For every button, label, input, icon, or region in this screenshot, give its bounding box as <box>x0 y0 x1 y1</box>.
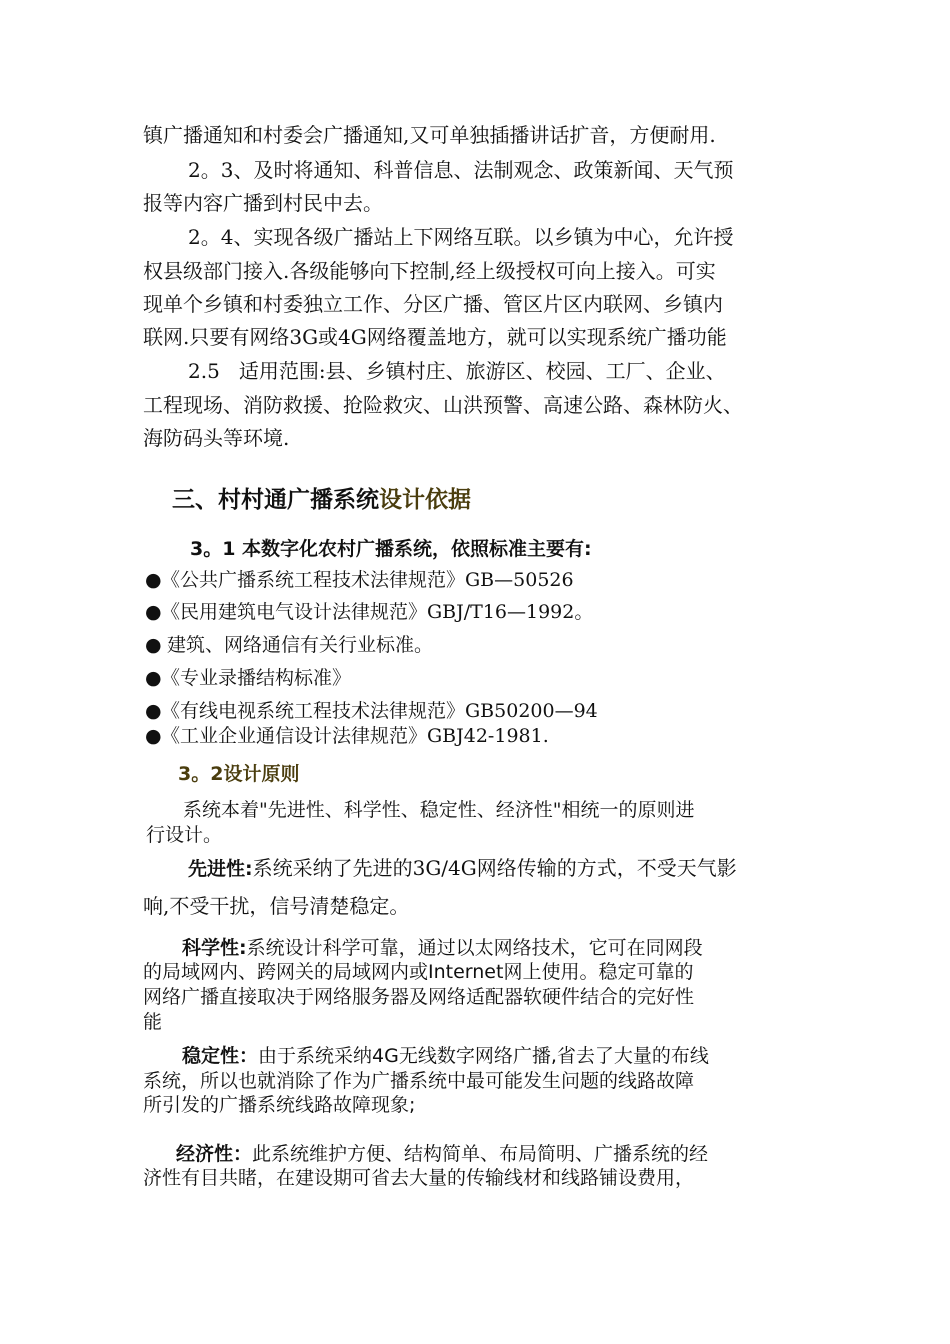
list-item-text: 《专业录播结构标准》 <box>161 667 352 689</box>
bullet-icon: ● <box>145 725 162 747</box>
list-item-text: 《民用建筑电气设计法律规范》GBJ/T16—1992。 <box>161 601 594 623</box>
principle-label: 经济性： <box>176 1143 253 1165</box>
bullet-icon: ● <box>145 667 162 689</box>
list-item-text: 《公共广播系统工程技术法律规范》GB—50526 <box>161 569 574 591</box>
list-item <box>145 664 351 692</box>
bullet-icon: ● <box>145 601 162 623</box>
principle-economy <box>176 1142 708 1166</box>
list-item <box>145 598 593 626</box>
paragraph-line: 2。4、实现各级广播站上下网络互联。以乡镇为中心，允许授 <box>188 225 734 249</box>
paragraph-line: 行设计。 <box>146 824 223 846</box>
section-heading <box>172 481 471 514</box>
principle-stability <box>182 1044 709 1068</box>
list-item <box>145 722 549 750</box>
list-item-text: 《工业企业通信设计法律规范》GBJ42-1981. <box>161 725 549 747</box>
list-item <box>145 566 574 594</box>
principle-text: 系统设计科学可靠，通过以太网络技术，它可在同网段 <box>246 937 703 959</box>
principle-text: 此系统维护方便、结构简单、布局简明、广播系统的经 <box>252 1143 709 1165</box>
principle-text: 系统采纳了先进的3G/4G网络传输的方式，不受天气影 <box>252 856 737 880</box>
principle-scientific <box>182 936 703 960</box>
paragraph-line: 联网.只要有网络3G或4G网络覆盖地方，就可以实现系统广播功能 <box>143 325 727 349</box>
paragraph-line: 海防码头等环境. <box>143 426 290 450</box>
paragraph-line: 镇广播通知和村委会广播通知,又可单独插播讲话扩音，方便耐用. <box>143 123 716 147</box>
list-item <box>145 631 433 659</box>
paragraph-line: 报等内容广播到村民中去。 <box>143 191 383 215</box>
paragraph-line: 系统，所以也就消除了作为广播系统中最可能发生问题的线路故障 <box>143 1070 695 1092</box>
subsection-heading-3-2: 3。2设计原则 <box>178 763 300 785</box>
bullet-icon: ● <box>145 569 162 591</box>
paragraph-line: 所引发的广播系统线路故障现象; <box>143 1094 416 1116</box>
section-heading-accent: 设计依据 <box>379 487 471 513</box>
paragraph-line: 的局域网内、跨网关的局域网内或Internet网上使用。稳定可靠的 <box>143 961 694 983</box>
list-item-text: 《有线电视系统工程技术法律规范》GB50200—94 <box>161 700 598 722</box>
principle-advanced <box>188 853 737 883</box>
paragraph-line: 响,不受干扰，信号清楚稳定。 <box>143 894 410 918</box>
list-item-text: 建筑、网络通信有关行业标准。 <box>161 634 434 656</box>
paragraph-line: 系统本着"先进性、科学性、稳定性、经济性"相统一的原则进 <box>183 799 695 821</box>
list-item <box>145 697 598 725</box>
paragraph-line: 2。3、及时将通知、科普信息、法制观念、政策新闻、天气预 <box>188 158 734 182</box>
section-heading-main: 三、村村通广播系统 <box>172 487 379 513</box>
paragraph-line: 网络广播直接取决于网络服务器及网络适配器软硬件结合的完好性 <box>143 986 695 1008</box>
subsection-heading-3-1: 3。1 本数字化农村广播系统，依照标准主要有: <box>190 538 592 560</box>
principle-label: 科学性: <box>182 937 247 959</box>
paragraph-line: 现单个乡镇和村委独立工作、分区广播、管区片区内联网、乡镇内 <box>143 292 723 316</box>
paragraph-line: 济性有目共睹，在建设期可省去大量的传输线材和线路铺设费用， <box>143 1167 695 1189</box>
paragraph-line: 能 <box>143 1011 163 1033</box>
principle-label: 先进性: <box>188 858 253 880</box>
paragraph-line: 工程现场、消防救援、抢险救灾、山洪预警、高速公路、森林防火、 <box>143 393 743 417</box>
paragraph-line: 2.5 适用范围:县、乡镇村庄、旅游区、校园、工厂、企业、 <box>188 359 726 383</box>
paragraph-line: 权县级部门接入.各级能够向下控制,经上级授权可向上接入。可实 <box>143 259 716 283</box>
bullet-icon: ● <box>145 634 162 656</box>
bullet-icon: ● <box>145 700 162 722</box>
principle-text: 由于系统采纳4G无线数字网络广播,省去了大量的布线 <box>258 1045 709 1067</box>
principle-label: 稳定性： <box>182 1045 259 1067</box>
